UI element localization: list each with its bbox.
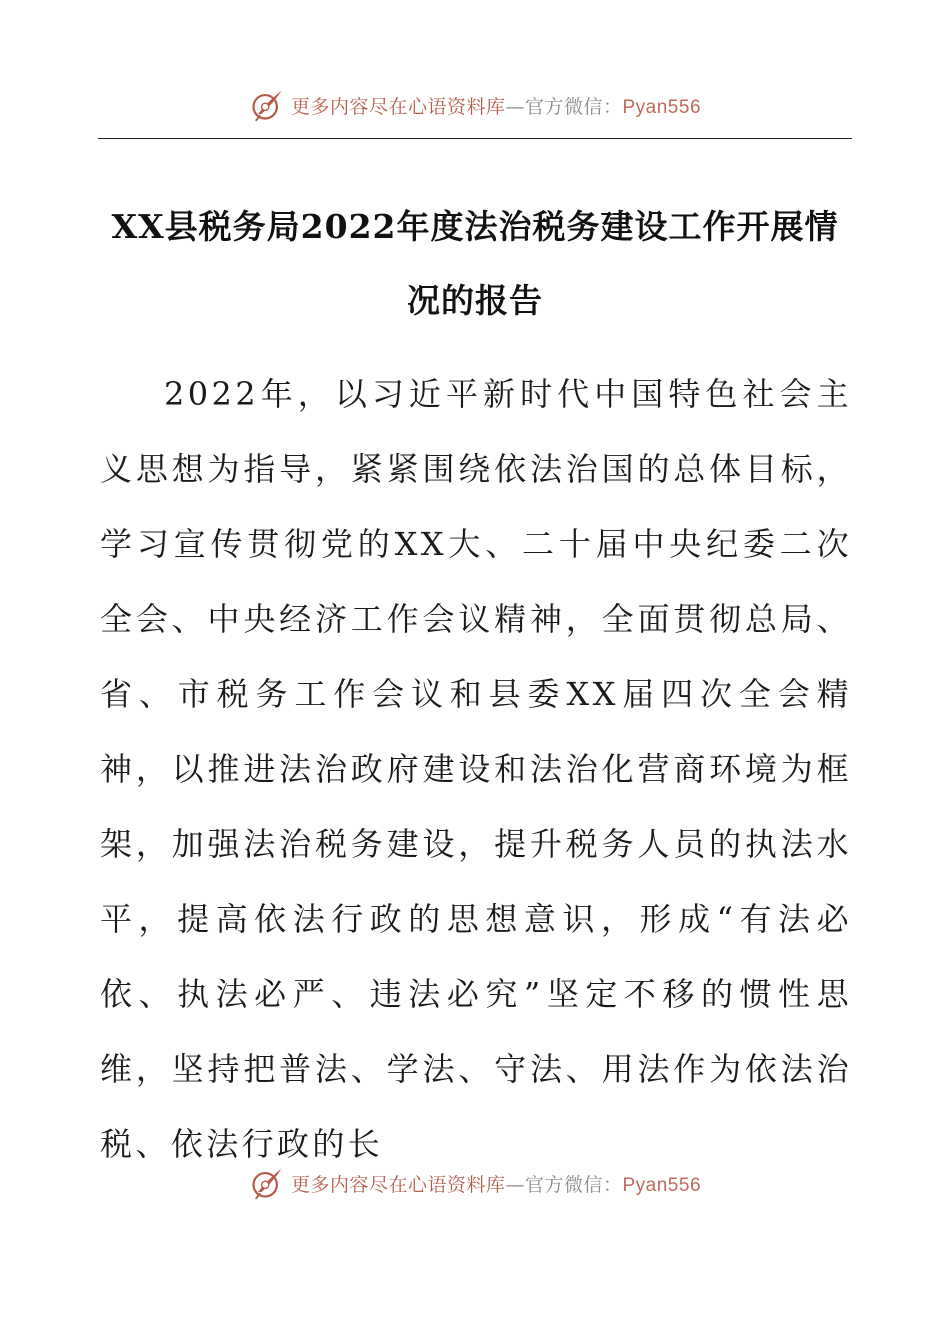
document-title: XX县税务局2022年度法治税务建设工作开展情况的报告 — [111, 207, 839, 320]
header-banner-text — [291, 92, 701, 119]
footer-watermark-banner — [0, 1158, 950, 1208]
header-banner-content — [249, 87, 701, 123]
banner-main-text: 更多内容尽在心语资料库 — [290, 95, 506, 118]
banner-main-text: 更多内容尽在心语资料库 — [290, 1173, 506, 1196]
banner-separator: — — [505, 95, 525, 118]
banner-wechat-label: 官方微信： — [524, 1173, 623, 1196]
banner-wechat-id: Pyan556 — [622, 1174, 702, 1196]
header-watermark-banner — [0, 80, 950, 130]
header-divider — [98, 138, 852, 139]
banner-wechat-id: Pyan556 — [622, 96, 702, 118]
footer-banner-text — [291, 1170, 701, 1197]
banner-separator: — — [505, 1173, 525, 1196]
quill-pen-logo-icon — [249, 87, 285, 123]
banner-wechat-label: 官方微信： — [524, 95, 623, 118]
quill-pen-logo-icon — [249, 1165, 285, 1201]
footer-banner-content — [249, 1165, 701, 1201]
document-paragraph: 2022年，以习近平新时代中国特色社会主义思想为指导，紧紧围绕依法治国的总体目标，学习宣传贯彻党的XX大、二十届中央纪委二次全会、中央经济工作会议精神，全面贯彻总局、省、市税务工作会议和县委XX届四次全会精神，以推进法治政府建设和法治化营商环境为框架，加强法治税务建设，提升税务人员的执法水平，提高依法行政的思想意识，形成“有法必依、执法必严、违法必究”坚定不移的惯性思维，坚持把普法、学法、守法、用法作为依法治税、依法行政的长 — [100, 375, 852, 1163]
